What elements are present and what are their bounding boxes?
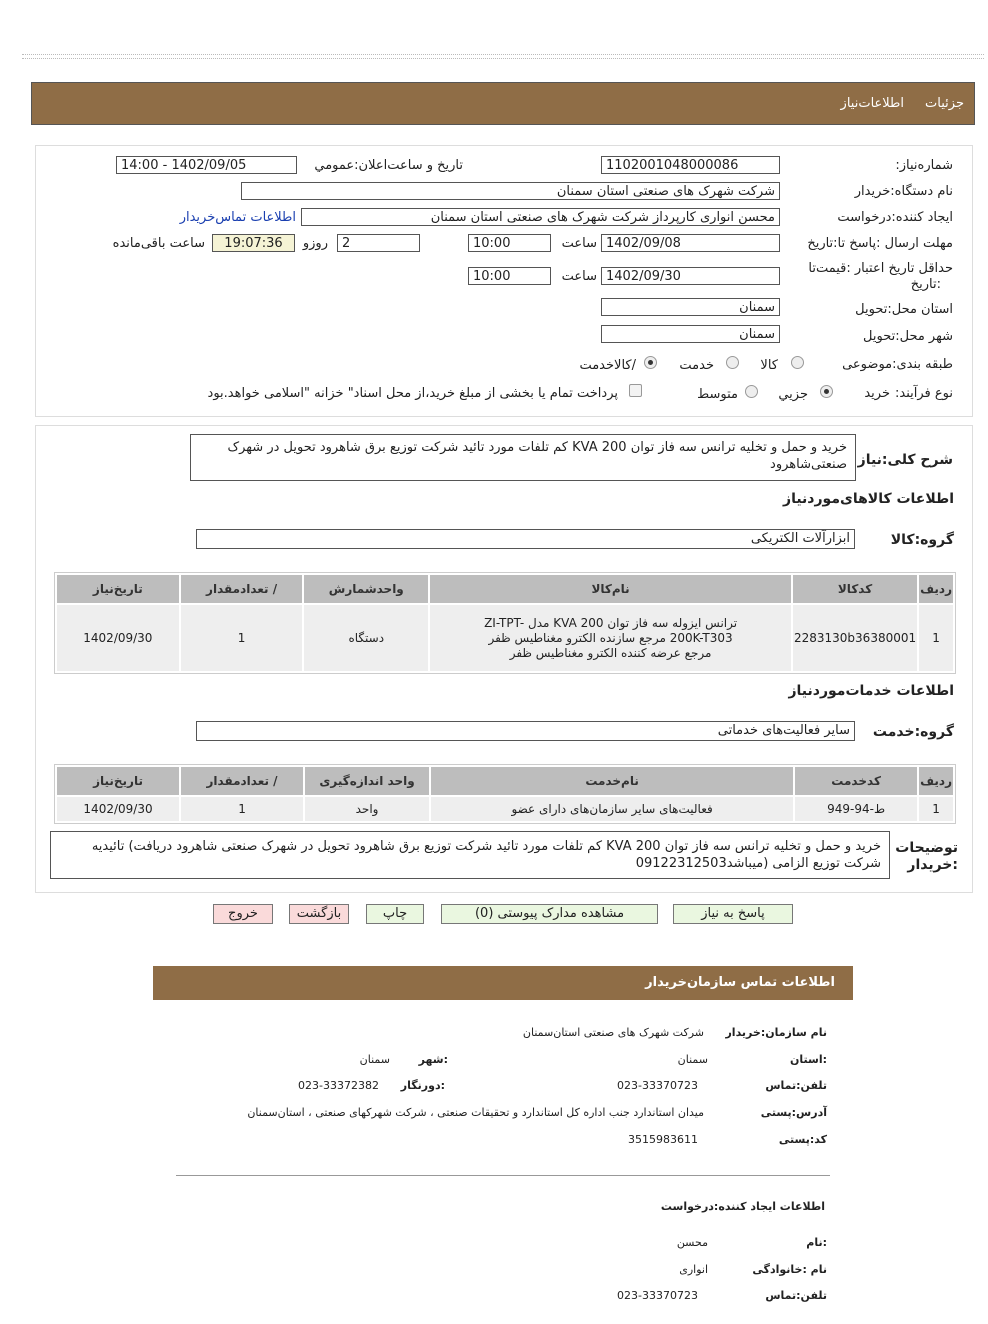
need-number-label: شماره‌نیاز: xyxy=(895,158,953,173)
service-group-field: سایر فعالیت‌های خدماتی xyxy=(196,721,855,741)
contact-divider xyxy=(176,1175,830,1176)
buyer-contact-link[interactable]: اطلاعات تماس‌خریدار xyxy=(179,210,296,225)
process-buy-label: خرید xyxy=(864,386,890,401)
service-col-unit: واحد اندازه‌گیری xyxy=(305,767,429,795)
days-label: روزو xyxy=(302,236,328,251)
creator-info-title: اطلاعات ایجاد کننده‌:درخواست xyxy=(660,1200,825,1213)
process-medium-label: متوسط xyxy=(697,387,738,402)
contact-phone-value: 023-33370723 xyxy=(617,1079,698,1092)
category-both-label: /کالاخدمت xyxy=(579,358,636,373)
creator-field: محسن انواری کارپرداز شرکت شهرک های صنعتی استان سمنان xyxy=(301,208,780,226)
category-goods-label: کالا xyxy=(760,358,778,373)
goods-info-title: اطلاعات کالاهای‌موردنیاز xyxy=(783,491,954,507)
creator-name-label: :نام xyxy=(806,1236,827,1249)
contact-city-label: :شهر xyxy=(418,1053,448,1066)
category-both-radio[interactable] xyxy=(644,356,657,369)
contact-address-value: میدان استاندارد جنب اداره کل استاندارد و تحقیقات صنعتی ، شرکت شهرکهای صنعتی ، استان‌سمنان xyxy=(247,1106,704,1119)
org-name-value: شرکت شهرک های صنعتی استان‌سمنان xyxy=(522,1026,704,1039)
deadline-date-field: 1402/09/08 xyxy=(601,234,780,252)
deadline-time-field: 10:00 xyxy=(468,234,551,252)
contact-province-label: :استان xyxy=(790,1053,827,1066)
contact-fax-label: :دورنگار xyxy=(400,1079,445,1092)
days-field: 2 xyxy=(337,234,420,252)
contact-province-value: سمنان xyxy=(677,1053,708,1066)
goods-col-row: ردیف xyxy=(919,575,953,603)
process-type-label: نوع فرآیند: xyxy=(895,386,953,401)
validity-label-1: حداقل تاریخ اعتبار :قیمت‌تا xyxy=(808,261,953,276)
deadline-label: مهلت ارسال :پاسخ تا:تاریخ xyxy=(807,236,953,251)
validity-time-field: 10:00 xyxy=(468,267,551,285)
category-service-radio[interactable] xyxy=(726,356,739,369)
service-cell-name: فعالیت‌های سایر سازمان‌های دارای عضو xyxy=(431,797,793,821)
category-label: طبقه بندی‌:موضوعی xyxy=(842,357,953,372)
goods-cell-row: 1 xyxy=(919,605,953,671)
buyer-org-label: نام دستگاه‌:خریدار xyxy=(854,184,953,199)
validity-date-field: 1402/09/30 xyxy=(601,267,780,285)
process-medium-radio[interactable] xyxy=(745,385,758,398)
goods-cell-qty: 1 xyxy=(181,605,303,671)
buyer-contact-band xyxy=(153,966,853,1000)
service-cell-qty: 1 xyxy=(181,797,303,821)
table-row xyxy=(57,605,953,671)
goods-cell-code: 2283130b36380001 xyxy=(793,605,917,671)
process-small-radio[interactable] xyxy=(820,385,833,398)
goods-col-date: تاریخ‌نیاز xyxy=(57,575,179,603)
back-button[interactable]: بازگشت xyxy=(289,904,349,924)
general-description-box: خرید و حمل و تخلیه ترانس سه فاز توان 200 KVA کم تلفات مورد تائید شرکت توزیع برق شاهرود تحویل در شهرک صنعتی‌شاهرود xyxy=(190,434,856,481)
creator-family-value: انواری xyxy=(679,1263,708,1276)
org-name-label: نام سازمان‌:خریدار xyxy=(725,1026,827,1039)
print-button[interactable]: چاپ xyxy=(366,904,424,924)
view-attachments-button[interactable]: مشاهده مدارک پیوستی (0) xyxy=(441,904,658,924)
goods-cell-name: ترانس ایزوله سه فاز توان 200 KVA مدل ZI-TPT-200K-T303 مرجع سازنده الکترو مغناطیس ظفر مرجع عرضه کننده الکترو مغناطیس ظفر xyxy=(430,605,791,671)
category-service-label: خدمت xyxy=(679,358,714,373)
buyer-notes-label-1: توضیحات xyxy=(895,840,958,856)
exit-button[interactable]: خروج xyxy=(213,904,273,924)
contact-city-value: سمنان xyxy=(359,1053,390,1066)
announce-label: تاریخ و ساعت‌اعلان‌:عمومي xyxy=(314,158,463,173)
creator-family-label: نام :خانوادگی xyxy=(752,1263,827,1276)
goods-table xyxy=(54,572,956,674)
top-divider xyxy=(22,54,984,59)
buyer-org-field: شرکت شهرک های صنعتی استان سمنان xyxy=(241,182,780,200)
service-col-row: ردیف xyxy=(919,767,953,795)
treasury-payment-checkbox[interactable] xyxy=(629,384,642,397)
contact-fax-value: 023-33372382 xyxy=(298,1079,379,1092)
tab-details[interactable]: جزئیات xyxy=(925,96,964,111)
creator-label: ایجاد کننده‌:درخواست xyxy=(837,210,953,225)
delivery-province-field: سمنان xyxy=(601,298,780,316)
remaining-label: ساعت باقی‌مانده xyxy=(112,236,205,251)
goods-col-code: کدکالا xyxy=(793,575,917,603)
contact-postal-value: 3515983611 xyxy=(628,1133,698,1146)
goods-col-qty: / تعدادمقدار xyxy=(181,575,303,603)
treasury-payment-note: پرداخت تمام یا بخشی از مبلغ خرید،از محل اسناد" خزانه "اسلامی خواهد.بود xyxy=(207,386,618,401)
buyer-contact-title: اطلاعات تماس سازمان‌خریدار xyxy=(645,975,835,990)
services-info-title: اطلاعات خدمات‌موردنیاز xyxy=(788,683,954,699)
service-col-code: کدخدمت xyxy=(795,767,917,795)
validity-time-label: ساعت xyxy=(561,269,597,284)
announce-field: 1402/09/05 - 14:00 xyxy=(116,156,297,174)
buyer-notes-label-2: :خریدار xyxy=(907,857,958,873)
goods-col-name: نام‌کالا xyxy=(430,575,791,603)
deadline-time-label: ساعت xyxy=(561,236,597,251)
page-header-band xyxy=(31,82,975,125)
category-goods-radio[interactable] xyxy=(791,356,804,369)
tab-need-info[interactable]: اطلاعات‌نیاز xyxy=(840,96,904,111)
goods-group-field: ابزارآلات الکتریکی xyxy=(196,529,855,549)
service-cell-row: 1 xyxy=(919,797,953,821)
service-col-qty: / تعدادمقدار xyxy=(181,767,303,795)
services-table xyxy=(54,764,956,824)
creator-phone-value: 023-33370723 xyxy=(617,1289,698,1302)
buyer-notes-box: خرید و حمل و تخلیه ترانس سه فاز توان 200 KVA کم تلفات مورد تائید شرکت توزیع برق شاهرود تحویل در شهرک صنعتی شاهرود دریافت) تائیدیه شرکت توزیع الزامی (میباشد09122312503 xyxy=(50,831,890,879)
process-small-label: جزيي xyxy=(778,387,808,402)
remaining-timer: 19:07:36 xyxy=(212,234,295,252)
service-cell-code: ط-94-949 xyxy=(795,797,917,821)
reply-button[interactable]: پاسخ به نیاز xyxy=(673,904,793,924)
goods-cell-unit: دستگاه xyxy=(304,605,428,671)
delivery-province-label: استان محل‌:تحویل xyxy=(855,302,953,317)
general-description-label: شرح کلی:نیاز xyxy=(857,452,953,468)
validity-label-2: :تاریخ xyxy=(910,277,941,292)
goods-col-unit: واحدشمارش xyxy=(304,575,428,603)
need-number-field: 1102001048000086 xyxy=(601,156,780,174)
delivery-city-label: شهر محل‌:تحویل xyxy=(863,329,953,344)
goods-group-label: گروه‌:کالا xyxy=(890,532,954,548)
service-cell-date: 1402/09/30 xyxy=(57,797,179,821)
table-row xyxy=(57,797,953,821)
service-group-label: گروه‌:خدمت xyxy=(872,724,954,740)
contact-postal-label: کد‌:پستی xyxy=(778,1133,827,1146)
contact-address-label: آدرس‌:پستی xyxy=(760,1106,827,1119)
creator-phone-label: تلفن‌:تماس xyxy=(765,1289,827,1302)
service-cell-unit: واحد xyxy=(305,797,429,821)
contact-phone-label: تلفن‌:تماس xyxy=(765,1079,827,1092)
service-col-name: نام‌خدمت xyxy=(431,767,793,795)
delivery-city-field: سمنان xyxy=(601,325,780,343)
service-col-date: تاریخ‌نیاز xyxy=(57,767,179,795)
goods-cell-date: 1402/09/30 xyxy=(57,605,179,671)
creator-name-value: محسن xyxy=(676,1236,708,1249)
